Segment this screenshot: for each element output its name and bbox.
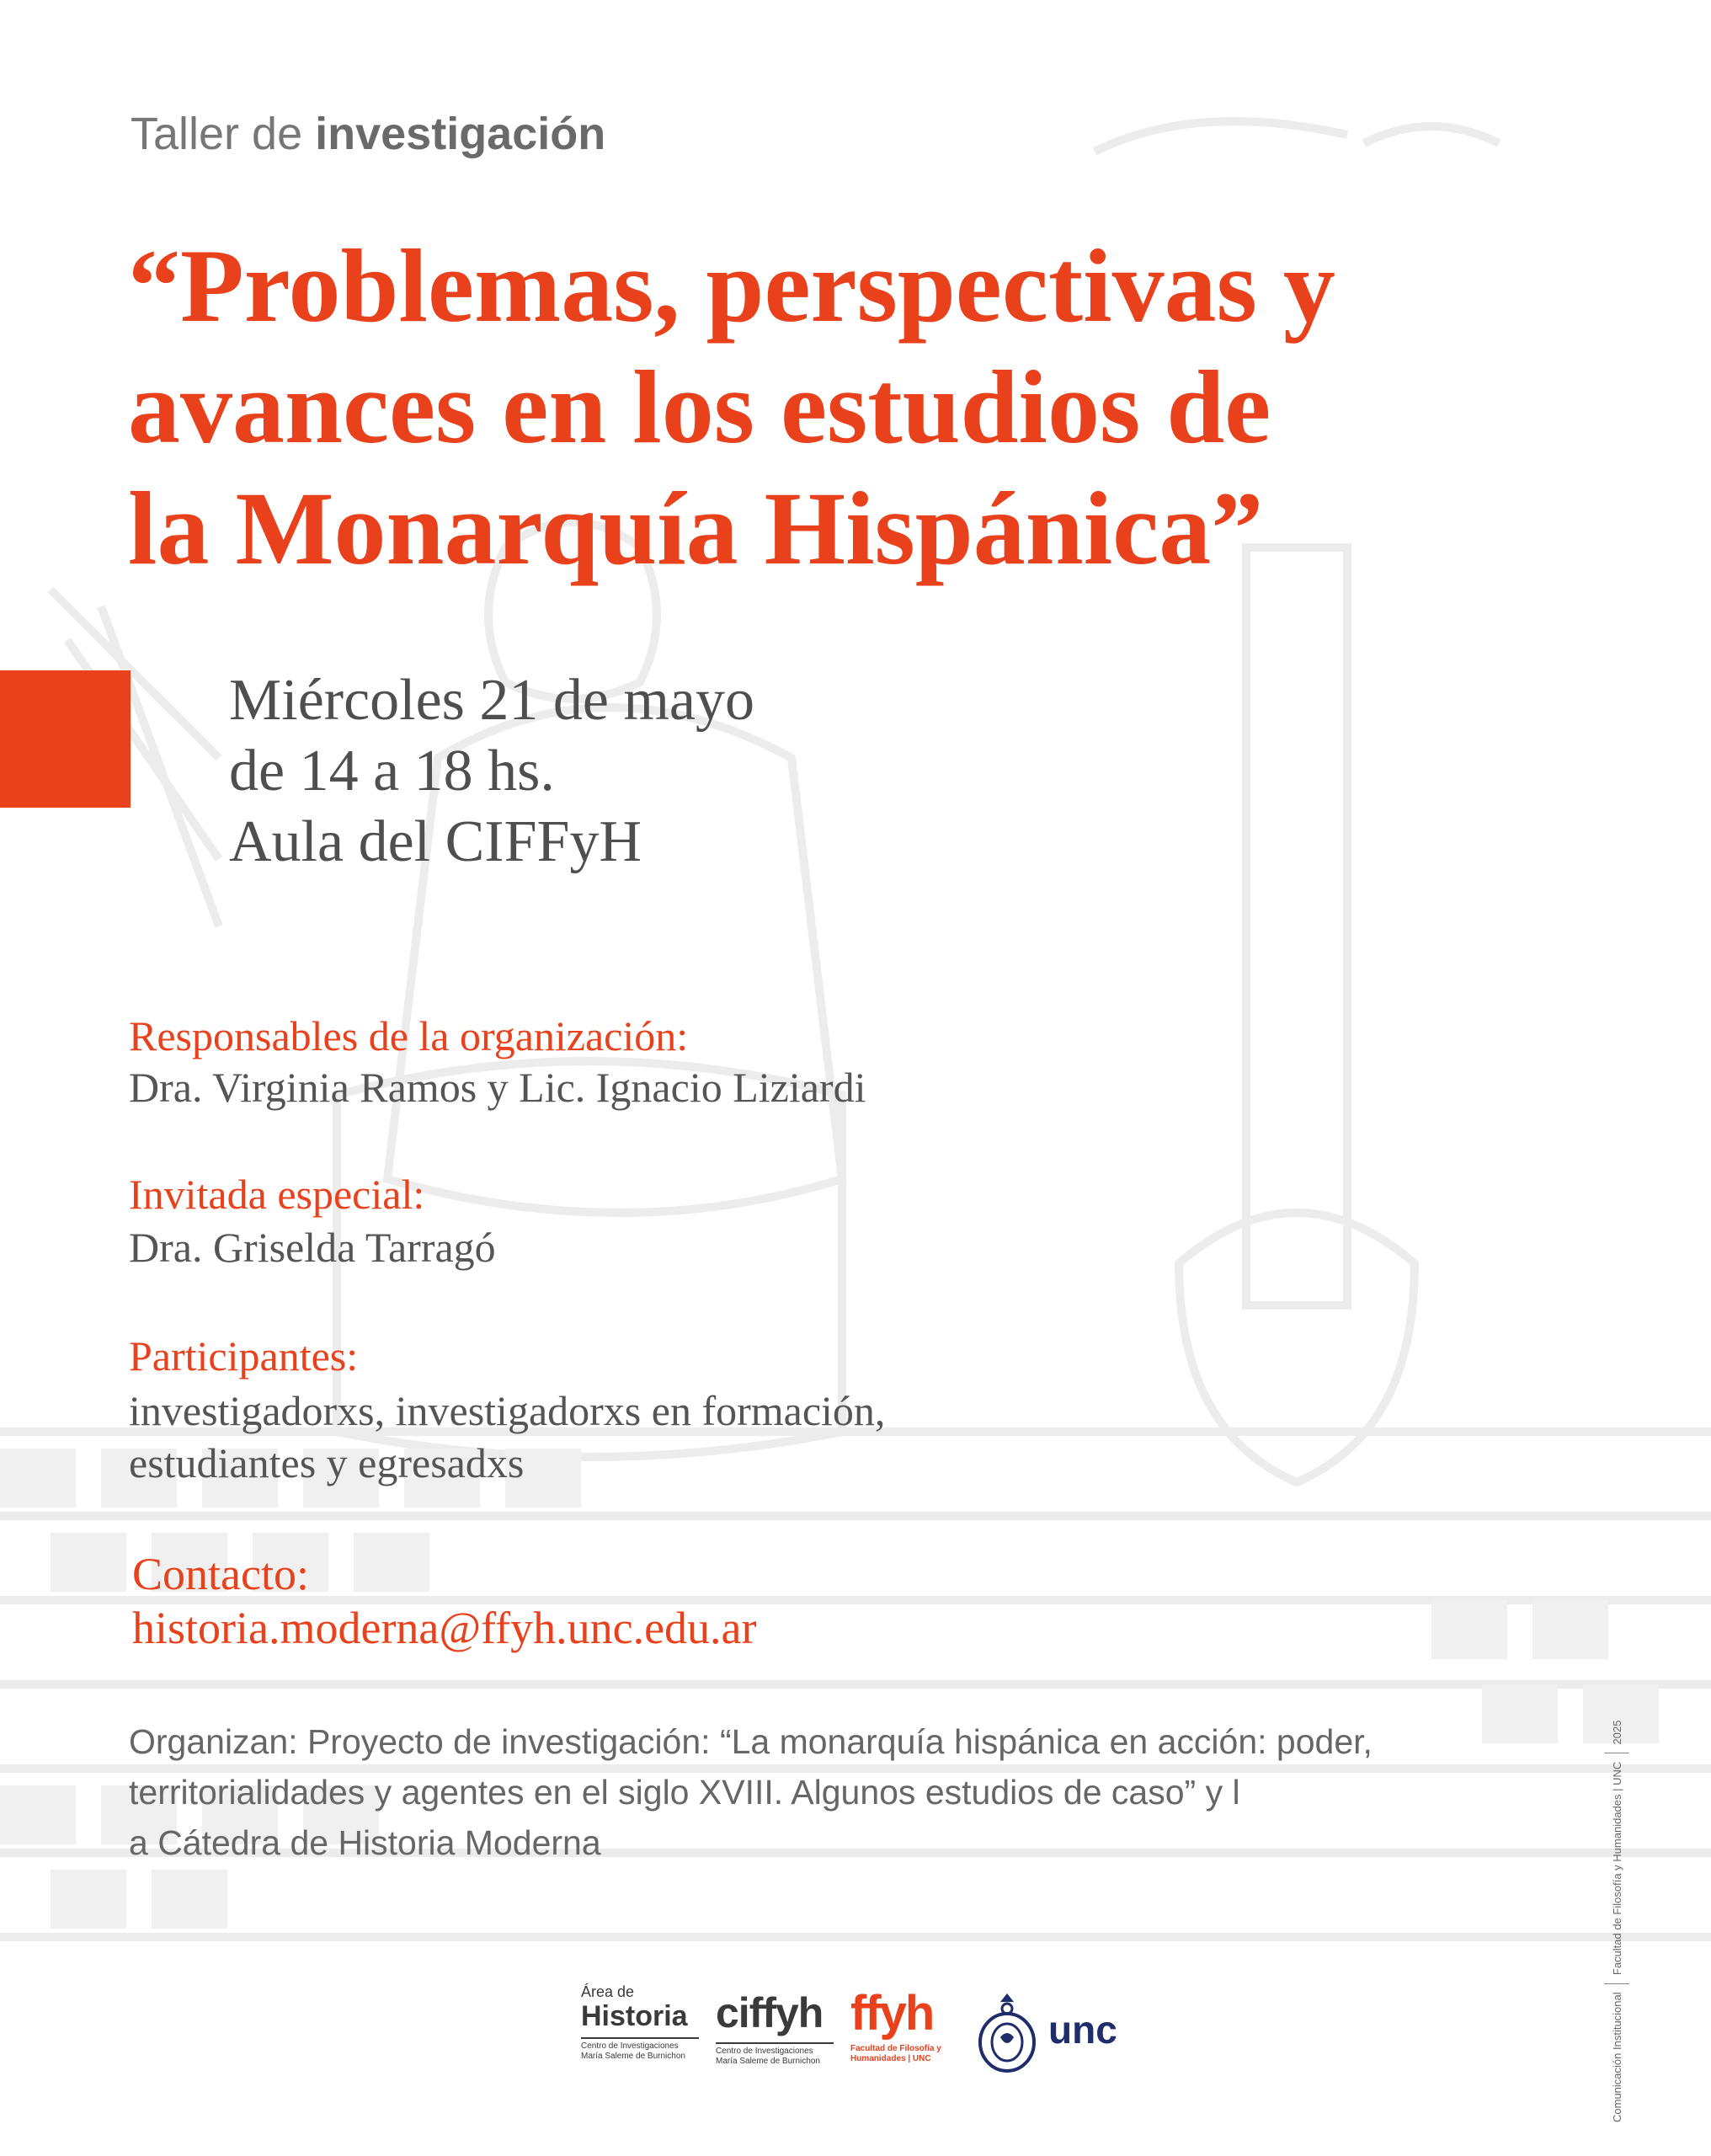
credit-faculty: Facultad de Filosofía y Humanidades | UNC [1610,1761,1623,1976]
organizers-note [129,1716,1661,1868]
contact-email-link[interactable]: historia.moderna@ffyh.unc.edu.ar [132,1603,757,1653]
contact-label: Contacto: [132,1549,309,1599]
ffyh-logo-big: ffyh [850,1986,934,2041]
ciffyh-logo-sub: Centro de Investigaciones María Saleme de Burnichon [716,2042,834,2067]
ffyh-logo [850,1983,960,2064]
area-historia-logo [581,1983,699,2062]
organizers-line-2: territorialidades y agentes en el siglo XVIII. Algunos estudios de caso” y l [129,1773,1240,1812]
kicker-light: Taller de [131,109,316,159]
event-place: Aula del CIFFyH [229,809,642,874]
ciffyh-logo [716,1983,834,2067]
sponsor-logos [581,1983,1170,2093]
credit-separator [1604,1983,1629,1984]
event-time: de 14 a 18 hs. [229,739,555,803]
ffyh-logo-sub: Facultad de Filosofía y Humanidades | UNC [850,2044,941,2063]
organization-label: Responsables de la organización: [129,1012,689,1059]
event-date: Miércoles 21 de mayo [229,668,754,733]
title-line-3: la Monarquía Hispánica” [128,471,1264,586]
event-details [229,665,754,878]
historia-logo-small: Área de [581,1983,635,2000]
organizers-line-1: Organizan: Proyecto de investigación: “La monarquía hispánica en acción: poder, [129,1722,1373,1761]
title-line-1: “Problemas, perspectivas y [128,228,1335,344]
event-title [128,226,1660,590]
organizers-line-3: a Cátedra de Historia Moderna [129,1823,601,1862]
ciffyh-logo-big: ciffyh [716,1989,824,2036]
historia-logo-sub: Centro de Investigaciones María Saleme de Burnichon [581,2037,699,2062]
unc-logo-text: unc [1048,2008,1117,2052]
organization-value: Dra. Virginia Ramos y Lic. Ignacio Liziardi [129,1064,866,1111]
historia-logo-big: Historia [581,2000,688,2032]
kicker-bold: investigación [315,109,606,159]
guest-value: Dra. Griselda Tarragó [129,1224,496,1271]
title-line-2: avances en los estudios de [128,350,1271,465]
credit-area: Comunicación Institucional [1610,1992,1623,2122]
participants-line-1: investigadorxs, investigadorxs en formación, [129,1387,886,1434]
participants-label: Participantes: [129,1332,359,1380]
accent-block [0,670,131,808]
guest-label: Invitada especial: [129,1171,425,1218]
participants-line-2: estudiantes y egresadxs [129,1439,525,1486]
design-credit [1604,1720,1638,2122]
credit-year: 2025 [1610,1720,1623,1745]
workshop-kicker [131,108,605,160]
unc-seal-icon [975,1990,1039,2074]
